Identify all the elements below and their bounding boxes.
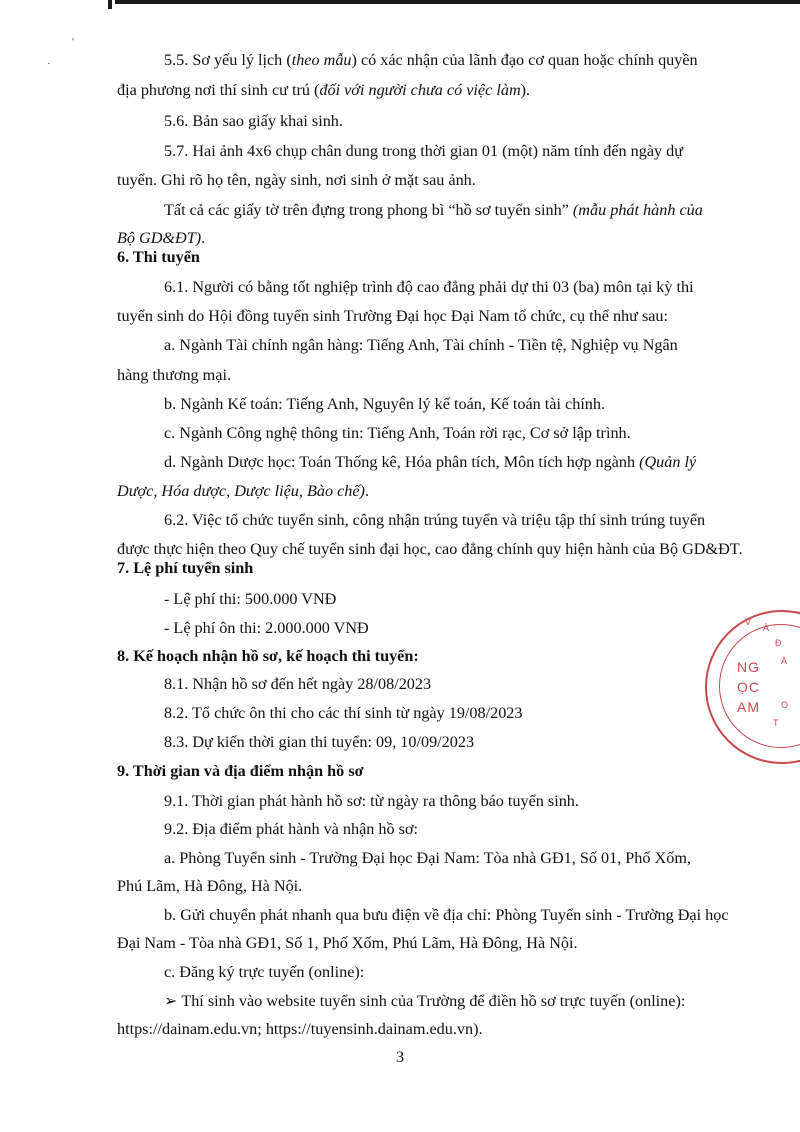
text-run: a. Phòng Tuyển sinh - Trường Đại học Đại Nam: Tòa nhà GĐ1, Số 01, Phố Xốm,: [164, 849, 691, 867]
text-line: [117, 170, 476, 190]
text-run: đối với người chưa có việc làm: [319, 81, 521, 99]
text-run: 5.7. Hai ảnh 4x6 chụp chân dung trong thời gian 01 (một) năm tính đến ngày dự: [164, 142, 684, 160]
text-run: (Quản lý: [639, 453, 697, 471]
text-line: [164, 732, 474, 752]
section-heading: 7. Lệ phí tuyển sinh: [117, 559, 254, 577]
text-line: [164, 703, 522, 723]
text-run: ).: [520, 81, 531, 99]
text-run: địa phương nơi thí sinh cư trú (: [117, 81, 320, 99]
text-line: [117, 481, 369, 501]
text-line: [164, 819, 418, 839]
section-heading: 9. Thời gian và địa điểm nhận hồ sơ: [117, 762, 364, 780]
seal-line: NG: [737, 659, 760, 675]
text-run: b. Ngành Kế toán: Tiếng Anh, Nguyên lý kế toán, Kế toán tài chính.: [164, 395, 606, 413]
text-run: ) có xác nhận của lãnh đạo cơ quan hoặc chính quyền: [351, 51, 698, 69]
text-line: [164, 791, 579, 811]
text-line: [117, 761, 364, 781]
text-run: b. Gửi chuyển phát nhanh qua bưu điện về địa chỉ: Phòng Tuyển sinh - Trường Đại học: [164, 906, 729, 924]
text-line: [117, 80, 530, 100]
text-line: [164, 674, 431, 694]
text-run: 8.2. Tổ chức ôn thi cho các thí sinh từ ngày 19/08/2023: [164, 704, 523, 722]
text-run: tuyển sinh do Hội đồng tuyển sinh Trường Đại học Đại Nam tổ chức, cụ thể như sau:: [117, 307, 669, 325]
section-heading: 6. Thi tuyển: [117, 248, 200, 266]
seal-arc-letter: À: [781, 656, 788, 666]
text-run: Tất cả các giấy tờ trên đựng trong phong bì “hồ sơ tuyển sinh”: [164, 201, 573, 219]
text-run: https://dainam.edu.vn; https://tuyensinh.dainam.edu.vn).: [117, 1020, 483, 1038]
text-run: .: [364, 482, 369, 500]
text-run: .: [201, 229, 206, 247]
text-line: [164, 510, 705, 530]
text-run: a. Ngành Tài chính ngân hàng: Tiếng Anh, Tài chính - Tiền tệ, Nghiệp vụ Ngân: [164, 336, 678, 354]
text-run: theo mẫu: [291, 51, 352, 69]
text-run: 8.1. Nhận hồ sơ đến hết ngày 28/08/2023: [164, 675, 432, 693]
text-line: [164, 335, 678, 355]
text-run: d. Ngành Dược học: Toán Thống kê, Hóa phân tích, Môn tích hợp ngành: [164, 453, 640, 471]
seal-line: ỌC: [737, 679, 760, 695]
text-line: [164, 50, 698, 70]
red-seal-stamp: [705, 610, 800, 764]
text-run: hàng thương mại.: [117, 366, 231, 384]
text-run: 5.6. Bản sao giấy khai sinh.: [164, 112, 343, 130]
text-run: tuyển. Ghi rõ họ tên, ngày sinh, nơi sinh ở mặt sau ảnh.: [117, 171, 476, 189]
text-run: Bộ GD&ĐT): [117, 229, 202, 247]
text-line: [164, 991, 685, 1011]
text-line: [117, 558, 253, 578]
seal-arc-letter: V: [745, 617, 752, 627]
text-line: [117, 1019, 483, 1039]
text-line: [117, 876, 302, 896]
text-line: [117, 306, 668, 326]
text-line: [164, 423, 631, 443]
text-run: 5.5. Sơ yếu lý lịch (: [164, 51, 292, 69]
text-line: [164, 905, 729, 925]
text-run: 9.2. Địa điểm phát hành và nhận hồ sơ:: [164, 820, 419, 838]
text-line: [164, 141, 683, 161]
text-line: [164, 589, 336, 609]
text-run: 9.1. Thời gian phát hành hồ sơ: từ ngày ra thông báo tuyển sinh.: [164, 792, 579, 810]
text-run: 6.1. Người có bằng tốt nghiệp trình độ cao đẳng phải dự thi 03 (ba) môn tại kỳ thi: [164, 278, 694, 296]
seal-arc-letter: Đ: [775, 638, 782, 648]
text-line: [164, 200, 703, 220]
text-line: [164, 394, 605, 414]
scan-speck: ·: [47, 58, 51, 70]
text-run: c. Ngành Công nghệ thông tin: Tiếng Anh, Toán rời rạc, Cơ sở lập trình.: [164, 424, 631, 442]
text-run: (mẫu phát hành của: [572, 201, 703, 219]
text-line: [117, 365, 231, 385]
text-run: Phú Lãm, Hà Đông, Hà Nội.: [117, 877, 303, 895]
scan-edge-mark: [108, 0, 112, 9]
seal-line: AM: [737, 699, 760, 715]
text-run: Đại Nam - Tòa nhà GĐ1, Số 1, Phố Xốm, Phú Lãm, Hà Đông, Hà Nội.: [117, 934, 578, 952]
text-line: [117, 228, 205, 248]
section-heading: 8. Kế hoạch nhận hồ sơ, kế hoạch thi tuyển:: [117, 647, 419, 665]
text-line: [117, 646, 419, 666]
text-run: Dược, Hóa dược, Dược liệu, Bào chế): [117, 482, 365, 500]
seal-arc-letter: O: [781, 700, 789, 710]
page-number: 3: [395, 1048, 405, 1066]
scan-speck: ': [72, 36, 74, 48]
text-run: - Lệ phí ôn thi: 2.000.000 VNĐ: [164, 619, 369, 637]
text-line: [164, 962, 364, 982]
text-line: [164, 111, 343, 131]
text-line: [117, 933, 578, 953]
seal-arc-letter: À: [763, 623, 770, 633]
text-run: 6.2. Việc tổ chức tuyển sinh, công nhận trúng tuyển và triệu tập thí sinh trúng tuyển: [164, 511, 706, 529]
text-line: [164, 452, 696, 472]
text-line: [164, 618, 369, 638]
text-line: [164, 277, 694, 297]
seal-text: [737, 657, 760, 717]
text-run: c. Đăng ký trực tuyến (online):: [164, 963, 365, 981]
text-run: - Lệ phí thi: 500.000 VNĐ: [164, 590, 337, 608]
text-run: 8.3. Dự kiến thời gian thi tuyển: 09, 10/09/2023: [164, 733, 475, 751]
seal-arc-letter: T: [773, 718, 779, 728]
text-line: [117, 539, 743, 559]
scan-edge-bar: [115, 0, 800, 4]
text-run: ➢ Thí sinh vào website tuyển sinh của Trường để điền hồ sơ trực tuyến (online):: [164, 992, 686, 1010]
text-run: được thực hiện theo Quy chế tuyển sinh đại học, cao đẳng chính quy hiện hành của Bộ GD&ĐT.: [117, 540, 743, 558]
text-line: [117, 247, 200, 267]
text-line: [164, 848, 691, 868]
